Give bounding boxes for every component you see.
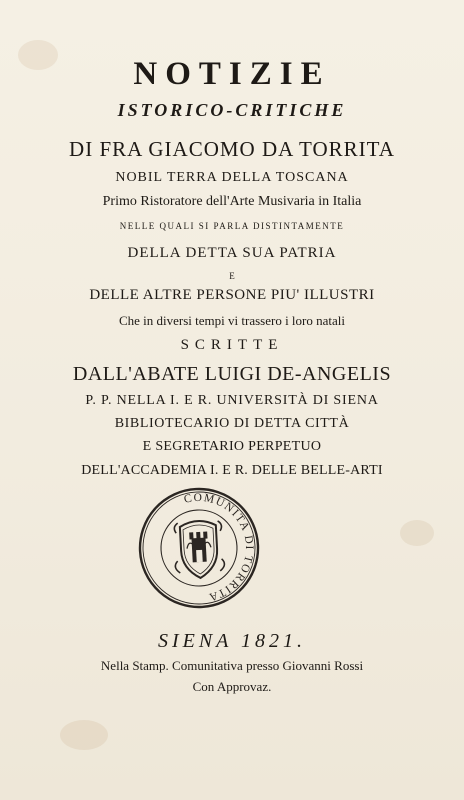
author-name: DALL'ABATE LUIGI DE-ANGELIS (72, 363, 392, 385)
book-subtitle: ISTORICO-CRITICHE (117, 100, 347, 120)
coat-of-arms-icon (173, 520, 225, 579)
library-stamp (134, 483, 264, 613)
author-credential: E SEGRETARIO PERPETUO (142, 439, 322, 454)
imprint-printer: Nella Stamp. Comunitativa presso Giovanni Rossi (100, 658, 364, 673)
imprint-place-year: SIENA 1821. (157, 630, 307, 652)
hometown-line: NOBIL TERRA DELLA TOSCANA (115, 170, 349, 185)
author-credential: DELL'ACCADEMIA I. E R. DELLE BELLE-ARTI (81, 463, 383, 478)
stamp-seal-icon (134, 483, 264, 613)
subject-line: DI FRA GIACOMO DA TORRITA (69, 137, 395, 161)
transition-line: NELLE QUALI SI PARLA DISTINTAMENTE (119, 221, 345, 231)
imprint-approval: Con Approvaz. (192, 679, 272, 694)
author-credential: P. P. NELLA I. E R. UNIVERSITÀ DI SIENA (85, 393, 379, 408)
stamp-legend-text: COMUNITA DI TORRITA (182, 491, 256, 604)
patria-line: DELLA DETTA SUA PATRIA (127, 245, 337, 261)
natali-line: Che in diversi tempi vi trassero i loro natali (118, 313, 345, 328)
paper-foxing (400, 520, 434, 546)
book-title: NOTIZIE (133, 56, 331, 92)
paper-foxing (60, 720, 108, 750)
persone-line: DELLE ALTRE PERSONE PIU' ILLUSTRI (89, 287, 375, 303)
scritte-label: SCRITTE (180, 337, 284, 353)
role-line: Primo Ristoratore dell'Arte Musivaria in Italia (102, 194, 362, 209)
conjunction: E (229, 271, 235, 281)
author-credential: BIBLIOTECARIO DI DETTA CITTÀ (114, 416, 350, 431)
